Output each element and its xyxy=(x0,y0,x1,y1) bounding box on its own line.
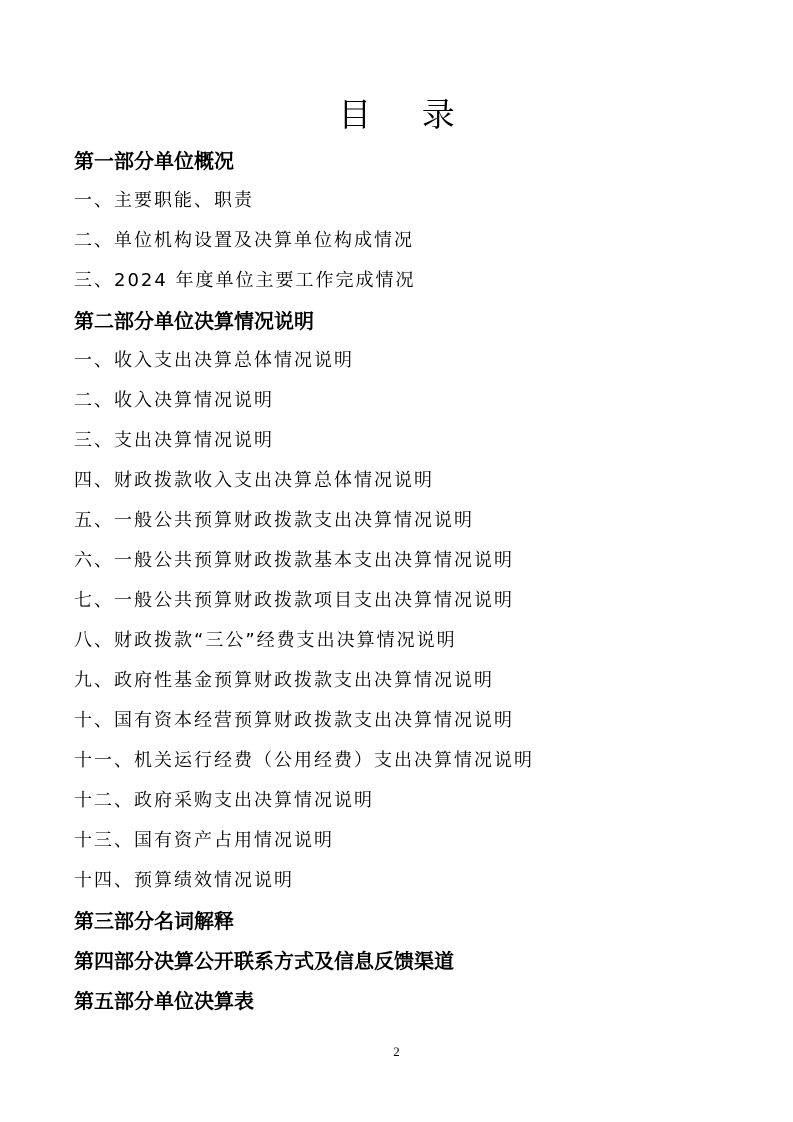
toc-item-2-3: 三、支出决算情况说明 xyxy=(74,430,274,451)
toc-item-2-2: 二、收入决算情况说明 xyxy=(74,390,274,411)
toc-item-1-3: 三、2024 年度单位主要工作完成情况 xyxy=(74,270,416,291)
toc-item-1-2: 二、单位机构设置及决算单位构成情况 xyxy=(74,230,414,251)
toc-item-2-13: 十三、国有资产占用情况说明 xyxy=(74,830,334,851)
toc-item-2-6: 六、一般公共预算财政拨款基本支出决算情况说明 xyxy=(74,550,514,571)
toc-item-2-9: 九、政府性基金预算财政拨款支出决算情况说明 xyxy=(74,670,494,691)
table-of-contents xyxy=(74,141,534,1021)
toc-part-5: 第五部分单位决算表 xyxy=(74,989,254,1013)
toc-item-1-1: 一、主要职能、职责 xyxy=(74,190,254,211)
page-title: 目 录 xyxy=(338,95,475,134)
toc-item-2-8: 八、财政拨款“三公”经费支出决算情况说明 xyxy=(74,630,457,651)
page-number: 2 xyxy=(393,1044,400,1059)
toc-item-2-10: 十、国有资本经营预算财政拨款支出决算情况说明 xyxy=(74,710,514,731)
toc-part-1: 第一部分单位概况 xyxy=(74,149,234,173)
toc-part-2: 第二部分单位决算情况说明 xyxy=(74,309,314,333)
toc-item-2-7: 七、一般公共预算财政拨款项目支出决算情况说明 xyxy=(74,590,514,611)
toc-part-4: 第四部分决算公开联系方式及信息反馈渠道 xyxy=(74,949,454,973)
toc-item-2-11: 十一、机关运行经费（公用经费）支出决算情况说明 xyxy=(74,750,534,771)
toc-item-2-1: 一、收入支出决算总体情况说明 xyxy=(74,350,354,371)
toc-item-2-12: 十二、政府采购支出决算情况说明 xyxy=(74,790,374,811)
toc-item-2-5: 五、一般公共预算财政拨款支出决算情况说明 xyxy=(74,510,474,531)
toc-part-3: 第三部分名词解释 xyxy=(74,909,234,933)
toc-item-2-4: 四、财政拨款收入支出决算总体情况说明 xyxy=(74,470,434,491)
toc-item-2-14: 十四、预算绩效情况说明 xyxy=(74,870,294,891)
